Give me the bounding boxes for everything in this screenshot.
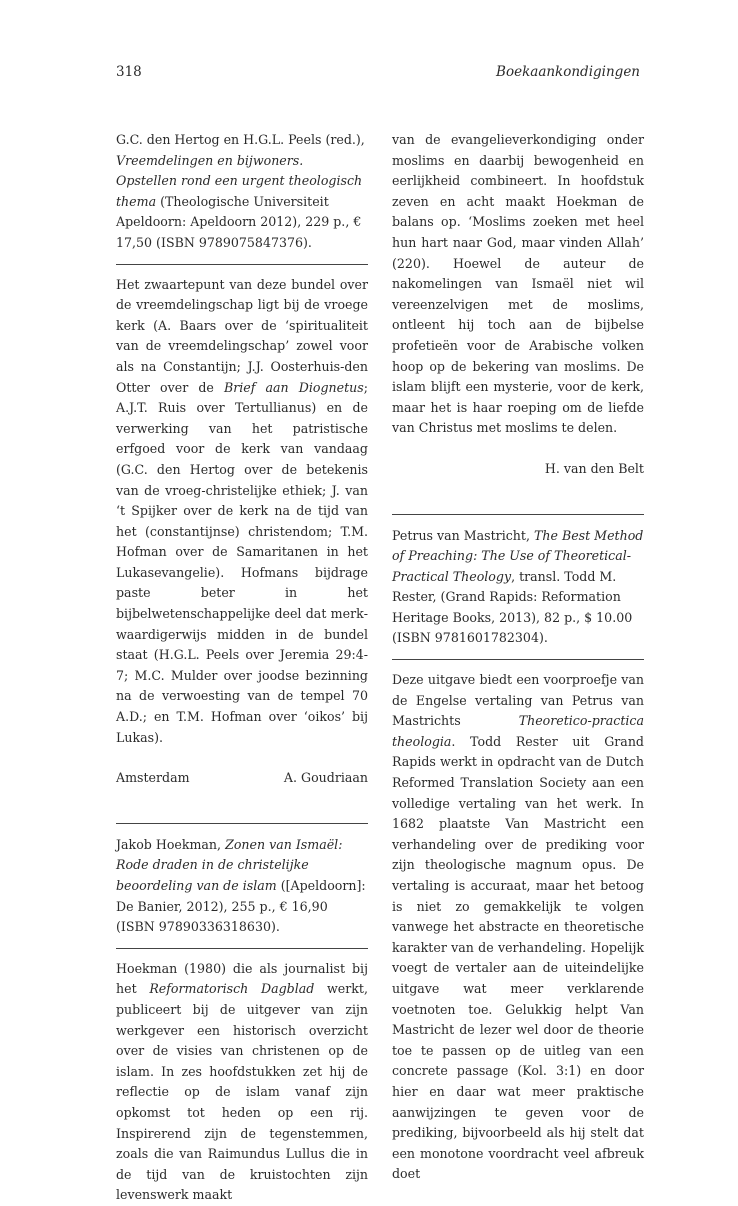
entry-publication: (Theologische Universiteit Apeldoorn: Apeldoorn 2012), 229 p., € 17,50 (ISBN 9789075847376). <box>116 193 362 250</box>
reviewer-name: H. van den Belt <box>544 460 644 476</box>
right-column <box>392 130 644 1185</box>
divider <box>392 514 644 515</box>
page-number: 318 <box>116 64 142 80</box>
entry-publication: , transl. Todd M. Rester, (Grand Rapids: Reformation Heritage Books, 2013), 82 p., $ 10.00 (ISBN 9781601782304). <box>392 568 633 646</box>
review-text: Het zwaartepunt van deze bundel over de vreemdelingschap ligt bij de vroege kerk (A. Baars over de ‘spiritualiteit van de vreemdelingschap’ zowel voor als na Constantijn; J.J. Oosterhuis-den Otter over de Brief aan Diognetus; A.J.T. Ruis over Tertullianus) en de verwerking van het patristische erfgoed voor de kerk van vandaag (G.C. den Hertog over de betekenis van de vroeg-christelijke ethiek; J. van ‘t Spijker over de kerk na de tijd van het (constantijnse) christendom; T.M. Hofman over de Samaritanen in het Lukasevangelie). Hofmans bijdrage paste beter in het bijbelwetenschappelijke deel dat merkwaardigerwijs midden in de bundel staat (H.G.L. Peels over Jeremia 29:4-7; M.C. Mulder over joodse bezinning na de verwoesting van de tempel 70 A.D.; en T.M. Hofman over ‘oikos’ bij Lukas). <box>116 276 368 745</box>
entry-author: Petrus van Mastricht, <box>392 527 530 543</box>
left-column <box>116 130 368 1206</box>
entry-title: Zonen van Ismaël: Rode draden in de christelijke beoordeling van de islam <box>116 836 343 893</box>
running-title: Boekaankondigingen <box>496 64 640 80</box>
divider <box>116 823 368 824</box>
book-entry-mastricht <box>392 526 644 650</box>
review-text: Deze uitgave biedt een voorproefje van de Engelse vertaling van Petrus van Mastrichts Theoretico-practica theologia. Todd Rester uit Grand Rapids werkt in opdracht van de Dutch Reformed Translation Society aan een volledige vertaling van het werk. In 1682 plaatste Van Mastricht een verhandeling over de prediking voor zijn theologische magnum opus. De vertaling is accuraat, maar het betoog is niet zo gemakkelijk te volgen vanwege het abstracte en theoretische karakter van de verhandeling. Hopelijk voegt de vertaler aan de uiteindelijke uitgave wat meer verklarende voetnoten toe. Gelukkig helpt Van Mastricht de lezer wel door de theorie toe te passen op de uitleg van een concrete passage (Kol. 3:1) en door hier en daar wat meer praktische aanwijzingen te geven voor de prediking, bijvoorbeeld als hij stelt dat een monotone voordracht veel afbreuk doet <box>392 672 644 1182</box>
entry-author: Jakob Hoekman, <box>116 836 222 852</box>
divider <box>116 948 368 949</box>
book-entry-hertog-peels <box>116 130 368 254</box>
review-text: Hoekman (1980) die als journalist bij het Reformatorisch Dagblad werkt, publiceert bij de uitgever van zijn werkgever een historisch overzicht over de visies van christenen op de islam. In zes hoofdstukken zet hij de reflectie op de islam vanaf zijn opkomst tot heden op een rij. Inspirerend zijn de tegenstemmen, zoals die van Raimundus Lullus die in de tijd van de kruistochten zijn levenswerk maakt <box>116 960 368 1203</box>
entry-title: Vreemdelingen en bijwoners. Opstellen rond een urgent theologisch thema <box>116 152 363 209</box>
review-text-continued: van de evangelieverkondiging onder moslims en daarbij bewogenheid en eerlijkheid combineert. In hoofdstuk zeven en acht maakt Hoekman de balans op. ‘Moslims zoeken met heel hun hart naar God, maar vinden Allah’ (220). Hoewel de auteur de nakomelingen van Ismaël niet wil vereenzelvigen met de moslims, ontleent hij toch aan de bijbelse profetieën voor de Arabische volken hoop op de bekering van moslims. De islam blijft een mysterie, voor de kerk, maar het is haar roeping om de liefde van Christus met moslims te delen. <box>392 132 644 436</box>
book-entry-hoekman <box>116 835 368 938</box>
entry-authors: G.C. den Hertog en H.G.L. Peels (red.), <box>116 132 365 147</box>
reviewer-name: A. Goudriaan <box>283 770 368 786</box>
review-place: Amsterdam <box>116 770 190 786</box>
entry-title: The Best Method of Preaching: The Use of Theoretical-Practical Theology <box>392 527 644 584</box>
divider <box>116 264 368 265</box>
entry-publication: ([Apeldoorn]: De Banier, 2012), 255 p., € 16,90 (ISBN 97890336318630). <box>116 878 366 935</box>
review-signature <box>116 768 368 789</box>
divider <box>392 659 644 660</box>
